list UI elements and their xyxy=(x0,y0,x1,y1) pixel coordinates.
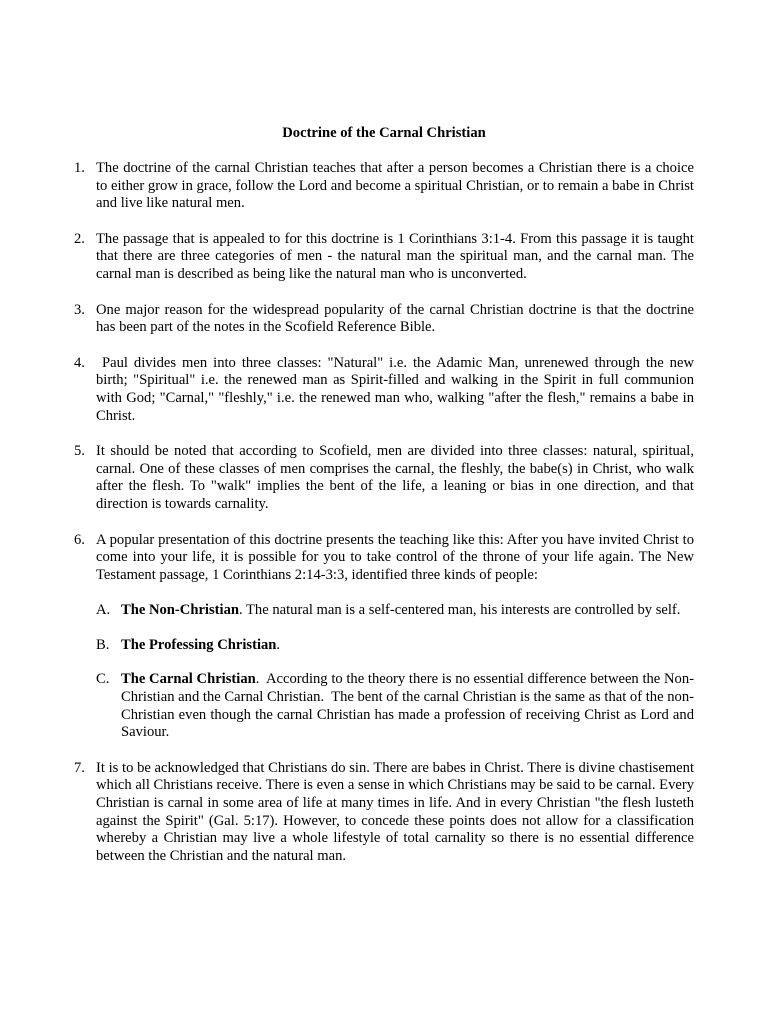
sub-list-item xyxy=(96,637,694,655)
item-text: The passage that is appealed to for this doctrine is 1 Corinthians 3:1-4. From this passage it is taught that there are three categories of men - the natural man the spiritual man, and the carnal man. The carnal man is described as being like the natural man who is unconverted. xyxy=(96,230,694,282)
item-text: It should be noted that according to Scofield, men are divided into three classes: natural, spiritual, carnal. One of these classes of men comprises the carnal, the fleshly, the babe(s) in Christ, who walk after the flesh. To "walk" implies the bent of the life, a leaning or bias in one direction, and that direction is towards carnality. xyxy=(96,443,694,512)
list-item xyxy=(74,160,694,213)
item-text: A popular presentation of this doctrine presents the teaching like this: After you have invited Christ to come into your life, it is possible for you to take control of the throne of your life again. The New Testament passage, 1 Corinthians 2:14-3:3, identified three kinds of people: xyxy=(96,531,694,583)
sub-item-letter: A. xyxy=(96,602,111,619)
sub-item-letter: B. xyxy=(96,636,110,653)
sub-list-item xyxy=(96,671,698,741)
list-item xyxy=(74,531,698,742)
item-number: 2. xyxy=(74,230,85,247)
sub-item-text: . According to the theory there is no essential difference between the Non-Christian and the Carnal Christian. The bent of the carnal Christian is the same as that of the non-Christian even though the carnal Christian has made a profession of receiving Christ as Lord and Saviour. xyxy=(121,671,698,741)
sub-item-text: . xyxy=(276,636,281,653)
list-item xyxy=(74,302,694,337)
item-text: It is to be acknowledged that Christians do sin. There are babes in Christ. There is divine chastisement which all Christians receive. There is even a sense in which Christians may be said to be carnal. Every Christian is carnal in some area of life at many times in life. And in every Christian "the flesh lusteth against the Spirit" (Gal. 5:17). However, to concede these points does not allow for a classification whereby a Christian may live a whole lifestyle of total carnality so there is no essential difference between the Christian and the natural man. xyxy=(96,759,694,864)
item-number: 5. xyxy=(74,443,85,460)
document-title: Doctrine of the Carnal Christian xyxy=(282,125,486,141)
list-item xyxy=(74,443,694,513)
item-number: 7. xyxy=(74,759,85,776)
sub-item-text: . The natural man is a self-centered man, his interests are controlled by self. xyxy=(238,602,681,619)
sub-list-item xyxy=(96,602,694,620)
sub-item-letter: C. xyxy=(96,671,110,688)
item-number: 6. xyxy=(74,531,85,548)
item-text: The doctrine of the carnal Christian teaches that after a person becomes a Christian there is a choice to either grow in grace, follow the Lord and become a spiritual Christian, or to remain a babe in Christ and live like natural men. xyxy=(96,160,694,212)
sub-list xyxy=(96,602,698,742)
item-number: 4. xyxy=(74,354,85,371)
item-text: One major reason for the widespread popularity of the carnal Christian doctrine is that the doctrine has been part of the notes in the Scofield Reference Bible. xyxy=(96,301,694,336)
item-number: 3. xyxy=(74,301,85,318)
list-item xyxy=(74,760,694,866)
sub-item-heading: The Non-Christian xyxy=(121,602,239,619)
list-item xyxy=(74,231,694,284)
list-item xyxy=(74,354,698,425)
doctrine-list xyxy=(74,160,698,883)
item-text: Paul divides men into three classes: "Natural" i.e. the Adamic Man, unrenewed through the new birth; "Spiritual" i.e. the renewed man as Spirit-filled and walking in the Spirit in full communion with God; "Carnal," "fleshly," i.e. the renewed man who, walking "after the flesh," remains a babe in Christ. xyxy=(96,354,698,424)
sub-item-heading: The Carnal Christian xyxy=(121,671,256,688)
item-number: 1. xyxy=(74,160,85,176)
sub-item-heading: The Professing Christian xyxy=(121,636,277,653)
